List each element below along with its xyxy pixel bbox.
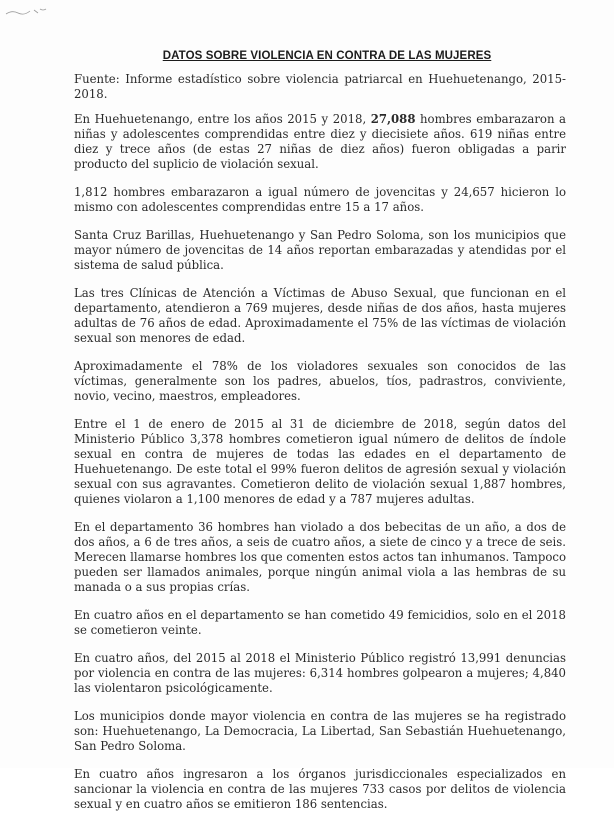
paragraph-femicides: En cuatro años en el departamento se han cometido 49 femicidios, solo en el 2018 se cometieron veinte. [74, 608, 566, 637]
highlighted-number: 27,088 [370, 112, 416, 126]
paragraph-age-groups: 1,812 hombres embarazaron a igual número de jovencitas y 24,657 hicieron lo mismo con adolescentes comprendidas entre 15 a 17 años. [74, 185, 566, 214]
paragraph-aggressors: Aproximadamente el 78% de los violadores sexuales son conocidos de las víctimas, generalmente son los padres, abuelos, tíos, padrastros, conviviente, novio, vecino, maestros, empleadores. [74, 359, 566, 403]
paragraph-complaints: En cuatro años, del 2015 al 2018 el Ministerio Público registró 13,991 denuncias por violencia en contra de las mujeres: 6,314 hombres golpearon a mujeres; 4,840 las violentaron psicológicamente. [74, 651, 566, 695]
paragraph-clinics: Las tres Clínicas de Atención a Víctimas de Abuso Sexual, que funcionan en el departamento, atendieron a 769 mujeres, desde niñas de dos años, hasta mujeres adultas de 76 años de edad. Aproximadamente el 75% de las víctimas de violación sexual son menores de edad. [74, 286, 566, 345]
paragraph-ministry-data: Entre el 1 de enero de 2015 al 31 de diciembre de 2018, según datos del Ministerio Público 3,378 hombres cometieron igual número de delitos de índole sexual en contra de mujeres de todas las edades en el departamento de Huehuetenango. De este total el 99% fueron delitos de agresión sexual y violación sexual con sus agravantes. Cometieron delito de violación sexual 1,887 hombres, quienes violaron a 1,100 menores de edad y a 787 mujeres adultas. [74, 417, 566, 506]
document-body [74, 50, 566, 825]
paragraph-court-cases: En cuatro años ingresaron a los órganos jurisdiccionales especializados en sancionar la violencia en contra de las mujeres 733 casos por delitos de violencia sexual y en cuatro años se emitieron 186 sentencias. [74, 767, 566, 811]
paragraph-text: En Huehuetenango, entre los años 2015 y 2018, [74, 112, 371, 126]
paragraph-municipalities-pregnancies: Santa Cruz Barillas, Huehuetenango y San Pedro Soloma, son los municipios que mayor número de jovencitas de 14 años reportan embarazadas y atendidas por el sistema de salud pública. [74, 228, 566, 272]
paragraph-pregnancies [74, 112, 566, 172]
document-title: DATOS SOBRE VIOLENCIA EN CONTRA DE LAS MUJERES [162, 50, 492, 62]
paragraph-infants: En el departamento 36 hombres han violado a dos bebecitas de un año, a dos de dos años, a 6 de tres años, a seis de cuatro años, a siete de cinco y a trece de seis. Merecen llamarse hombres los que comenten estos actos tan inhumanos. Tampoco pueden ser llamados animales, porque ningún animal viola a las hembras de su manada o a sus propias crías. [74, 520, 566, 594]
pen-mark [4, 4, 48, 18]
source-line: Fuente: Informe estadístico sobre violencia patriarcal en Huehuetenango, 2015-2018. [74, 72, 566, 101]
paragraph-municipalities-violence: Los municipios donde mayor violencia en contra de las mujeres se ha registrado son: Huehuetenango, La Democracia, La Libertad, San Sebastián Huehuetenango, San Pedro Soloma. [74, 709, 566, 753]
paragraph-text: hombres embarazaron a niñas y adolescentes comprendidas entre diez y diecisiete años. 619 niñas entre diez y trece años (de estas 27 niñas de diez años) fueron obligadas a parir producto del suplicio de violación sexual. [74, 112, 566, 171]
